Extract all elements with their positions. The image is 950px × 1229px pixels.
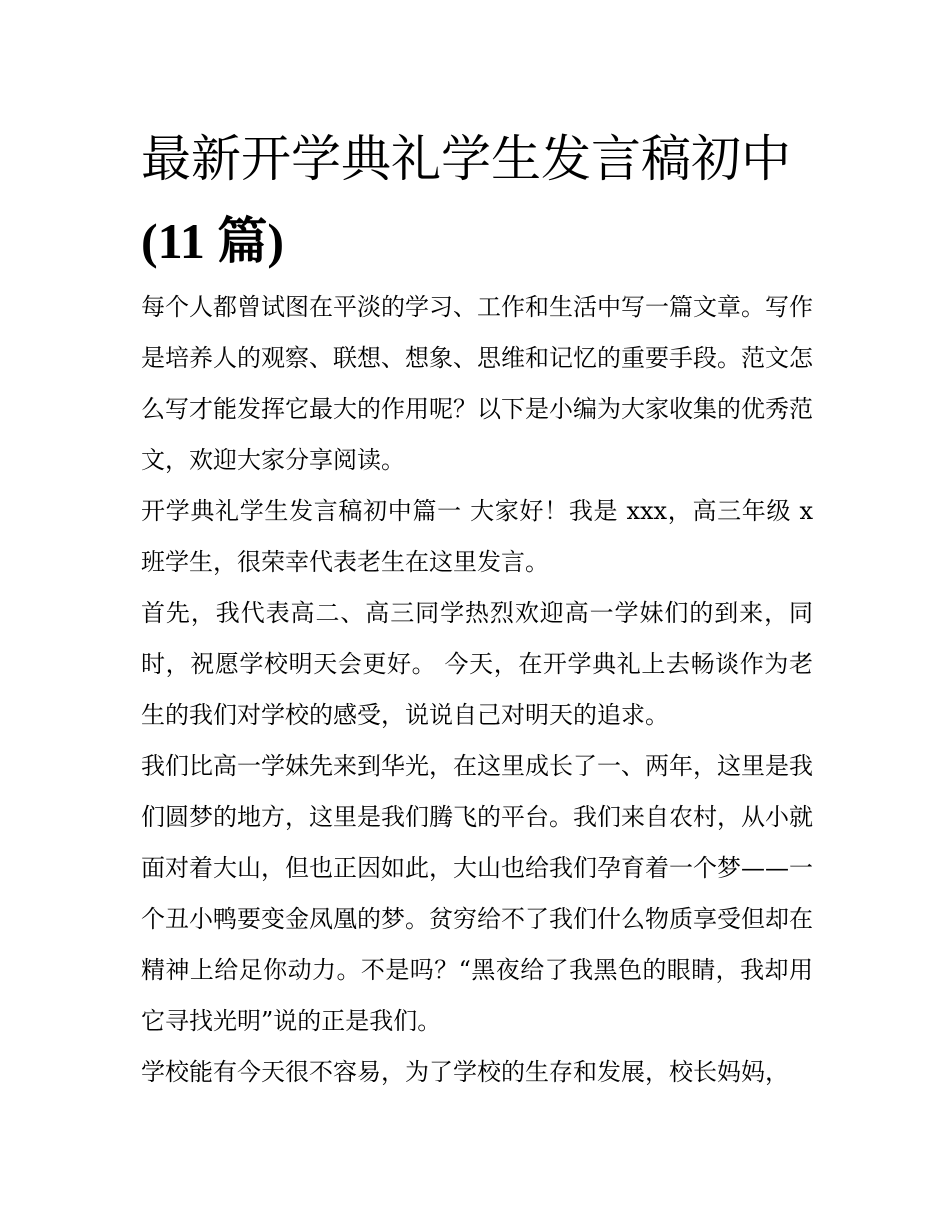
paragraph-dream: 我们比高一学妹先来到华光，在这里成长了一、两年，这里是我们圆梦的地方，这里是我们腾飞的平台。我们来自农村，从小就面对着大山，但也正因如此，大山也给我们孕育着一个梦——一个丑小鸭要变金凤凰的梦。贫穷给不了我们什么物质享受但却在精神上给足你动力。不是吗？“黑夜给了我黑色的眼睛，我却用它寻找光明”说的正是我们。 [141, 752, 813, 1035]
paragraph-greeting: 开学典礼学生发言稿初中篇一 大家好！我是 xxx，高三年级 x 班学生，很荣幸代表老生在这里发言。 [141, 497, 813, 576]
title-main: 最新开学典礼学生发言稿初中 [141, 130, 791, 188]
title-count: (11 篇) [141, 213, 285, 269]
paragraph-welcome: 首先，我代表高二、高三同学热烈欢迎高一学妹们的到来，同时，祝愿学校明天会更好。 今天，在开学典礼上去畅谈作为老生的我们对学校的感受，说说自己对明天的追求。 [141, 599, 813, 729]
paragraph-school: 学校能有今天很不容易，为了学校的生存和发展，校长妈妈， [141, 1058, 789, 1086]
document-body [141, 282, 813, 1098]
paragraph-intro: 每个人都曾试图在平淡的学习、工作和生活中写一篇文章。写作是培养人的观察、联想、想象、思维和记忆的重要手段。范文怎么写才能发挥它最大的作用呢？以下是小编为大家收集的优秀范文，欢迎大家分享阅读。 [141, 293, 813, 474]
document-title [141, 118, 821, 282]
